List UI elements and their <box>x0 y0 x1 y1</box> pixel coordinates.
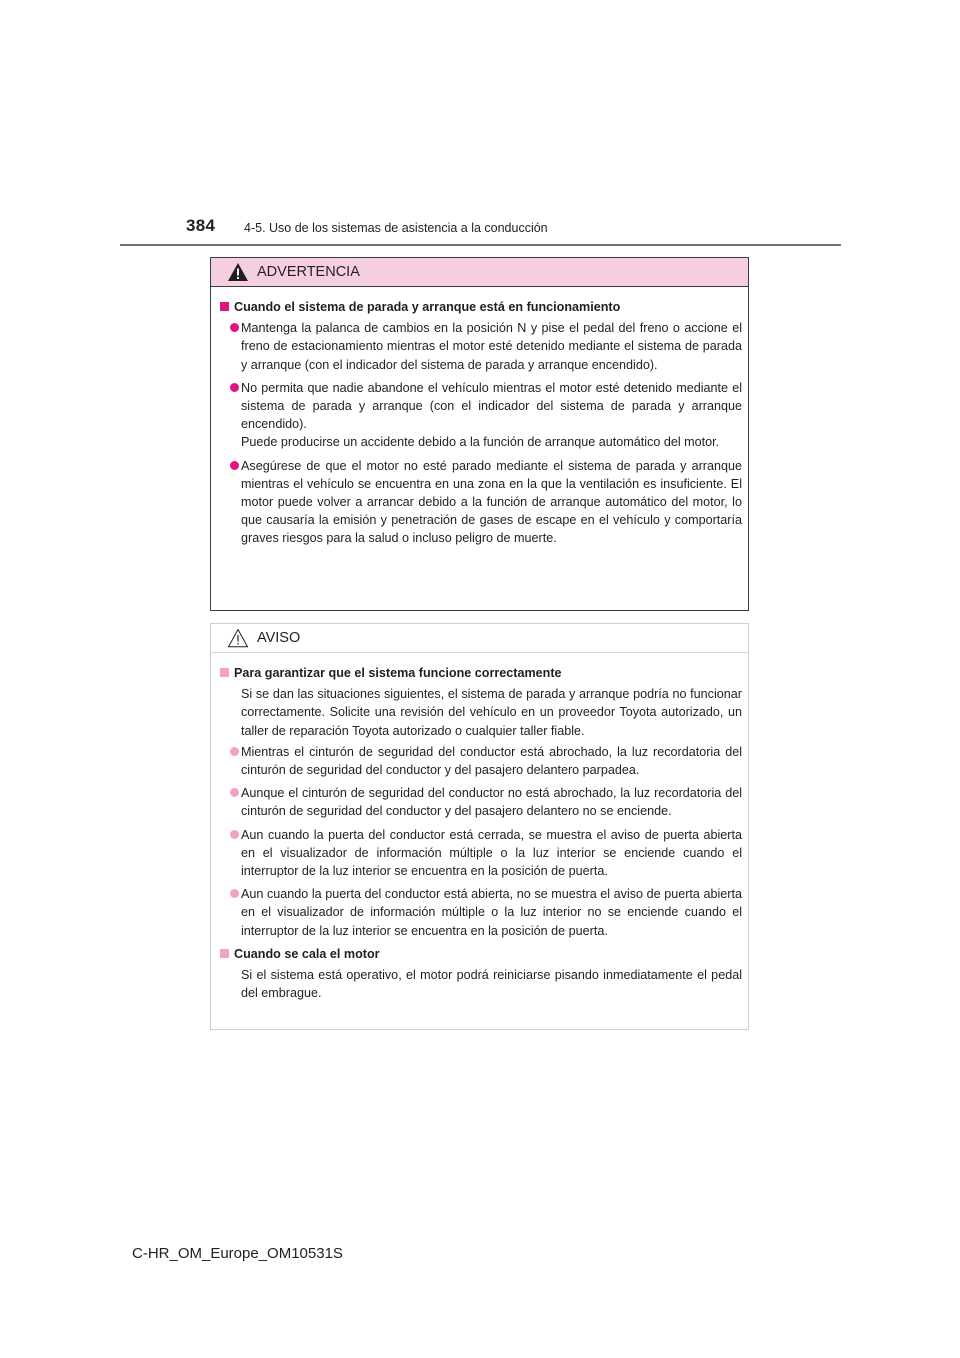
warning-bullet-2-text: No permita que nadie abandone el vehículo mientras el motor esté detenido mediante el sistema de parada y arranque (con el indicador del sistema de parada y arranque encendido). <box>241 380 742 432</box>
round-bullet-icon <box>230 830 239 839</box>
notice-box-header <box>211 624 748 653</box>
page-number: 384 <box>186 216 216 235</box>
notice-bullet-1 <box>230 743 742 779</box>
square-bullet-icon <box>220 302 229 311</box>
warning-bullet-2-text-extra: Puede producirse un accidente debido a la función de arranque automático del motor. <box>241 435 720 450</box>
round-bullet-icon <box>230 383 239 392</box>
warning-heading <box>220 298 742 316</box>
notice-heading-1 <box>220 664 742 682</box>
notice-paragraph-1: Si se dan las situaciones siguientes, el sistema de parada y arranque podría no funcionar correctamente. Solicite una revisión del vehículo en un proveedor Toyota autorizado, un taller de reparación Toyota autorizado o cualquier taller fiable. <box>241 687 742 738</box>
notice-box-title: AVISO <box>257 630 301 646</box>
notice-bullet-4 <box>230 885 742 940</box>
warning-heading-text: Cuando el sistema de parada y arranque está en funcionamiento <box>234 300 621 314</box>
notice-bullet-3-text: Aun cuando la puerta del conductor está cerrada, se muestra el aviso de puerta abierta en el visualizador de información múltiple o la luz interior se enciende cuando el interruptor de la luz interior se encuentra en la posición de puerta. <box>241 827 742 879</box>
warning-bullet-1-text: Mantenga la palanca de cambios en la posición N y pise el pedal del freno o accione el freno de estacionamiento mientras el motor esté detenido mediante el sistema de parada y arranque (con el indicador del sistema de parada y arranque encendido). <box>241 321 742 372</box>
round-bullet-icon <box>230 788 239 797</box>
warning-bullet-2 <box>230 379 742 452</box>
round-bullet-icon <box>230 747 239 756</box>
warning-triangle-icon <box>227 262 249 282</box>
notice-heading-1-text: Para garantizar que el sistema funcione correctamente <box>234 666 562 680</box>
square-bullet-icon <box>220 668 229 677</box>
notice-box-body <box>211 653 748 1002</box>
warning-box-header <box>211 258 748 287</box>
notice-heading-2 <box>220 945 742 963</box>
notice-bullet-2 <box>230 784 742 820</box>
header-divider <box>120 244 841 246</box>
warning-bullet-3-text: Asegúrese de que el motor no esté parado mediante el sistema de parada y arranque mientras el vehículo se encuentra en una zona en la que la ventilación es insuficiente. El motor puede volver a arrancar debido a la función de arranque automático del motor, lo que causaría la emisión y penetración de gases de escape en el vehículo y comportaría graves riesgos para la salud o incluso peligro de muerte. <box>241 458 742 546</box>
warning-box-title: ADVERTENCIA <box>257 264 360 280</box>
section-title: 4-5. Uso de los sistemas de asistencia a la conducción <box>244 221 548 235</box>
notice-bullet-2-text: Aunque el cinturón de seguridad del conductor no está abrochado, la luz recordatoria del cinturón de seguridad del conductor y del pasajero delantero no se enciende. <box>241 786 742 819</box>
warning-box-body <box>211 287 748 548</box>
notice-bullet-1-text: Mientras el cinturón de seguridad del conductor está abrochado, la luz recordatoria del cinturón de seguridad del conductor y del pasajero delantero parpadea. <box>241 744 742 778</box>
warning-bullet-1 <box>230 319 742 374</box>
notice-bullet-4-text: Aun cuando la puerta del conductor está abierta, no se muestra el aviso de puerta abierta en el visualizador de información múltiple o la luz interior no se enciende cuando el interruptor de la luz interior se encuentra en la posición de puerta. <box>241 887 742 938</box>
round-bullet-icon <box>230 323 239 332</box>
notice-bullet-3 <box>230 826 742 881</box>
notice-paragraph-2: Si el sistema está operativo, el motor podrá reiniciarse pisando inmediatamente el pedal del embrague. <box>241 968 742 1001</box>
square-bullet-icon <box>220 949 229 958</box>
caution-outline-triangle-icon <box>227 628 249 648</box>
warning-box <box>210 257 749 611</box>
warning-bullet-3 <box>230 457 742 548</box>
round-bullet-icon <box>230 461 239 470</box>
notice-heading-2-text: Cuando se cala el motor <box>234 946 380 961</box>
round-bullet-icon <box>230 889 239 898</box>
notice-box <box>210 623 749 1030</box>
footer-document-id: C-HR_OM_Europe_OM10531S <box>132 1245 343 1262</box>
